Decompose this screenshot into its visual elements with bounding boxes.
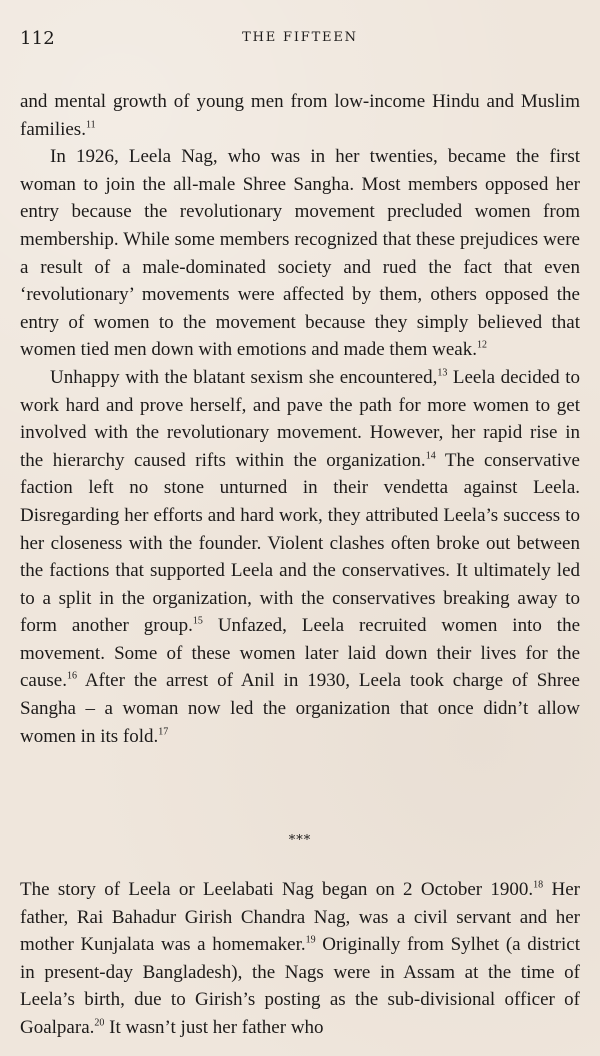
paragraph-3: [20, 364, 580, 750]
paragraph-3-part-4: Unfazed, Leela recruited women into the movement. Some of these women later laid down their lives for the cause.: [20, 615, 581, 692]
paragraph-1: [20, 88, 580, 143]
paragraph-3-part-5: After the arrest of Anil in 1930, Leela took charge of Shree Sangha – a woman now led the organization that once didn’t allow women in its fold.: [20, 670, 580, 747]
paragraph-4-part-3: Originally from Sylhet (a district in present-day Bangladesh), the Nags were in Assam at the time of Leela’s birth, due to Girish’s posting as the sub-divisional officer of Goalpara.: [20, 934, 580, 1038]
paragraph-4-part-2: Her father, Rai Bahadur Girish Chandra Nag, was a civil servant and her mother Kunjalata was a homemaker.: [20, 879, 580, 956]
footnote-16: 16: [66, 671, 77, 683]
paragraph-3-part-3: The conservative faction left no stone unturned in their vendetta against Leela. Disregarding her efforts and hard work, they attributed Leela’s success to her closeness with the founder. Violent clashes often broke out between the factions that supported Leela and the conservatives. It ultimately led to a split in the organization, with the conservatives breaking away to form another group.: [20, 449, 580, 637]
paragraph-4-part-4: It wasn’t just her father who: [104, 1016, 324, 1038]
paragraph-4-part-1: The story of Leela or Leelabati Nag began on 2 October 1900.: [20, 879, 534, 900]
footnote-18: 18: [533, 879, 544, 891]
page-number: 112: [20, 28, 55, 49]
footnote-20: 20: [94, 1017, 105, 1029]
footnote-11: 11: [85, 119, 96, 131]
section-separator: ***: [288, 833, 312, 848]
paragraph-3-part-2: Leela decided to work hard and prove herself, and pave the path for more women to get involved with the revolutionary movement. However, her rapid rise in the hierarchy caused rifts within the organization.: [20, 366, 581, 471]
paragraph-4: [20, 876, 580, 1042]
main-text-top: [20, 88, 580, 750]
main-text-bottom: [20, 876, 580, 1042]
footnote-13: 13: [437, 367, 448, 379]
paragraph-2: [20, 143, 580, 364]
footnote-12: 12: [476, 340, 487, 352]
footnote-17: 17: [158, 726, 169, 738]
page-header: [20, 28, 580, 52]
footnote-19: 19: [305, 934, 316, 946]
paragraph-1-text: and mental growth of young men from low-income Hindu and Muslim families.: [20, 91, 580, 140]
running-title: THE FIFTEEN: [242, 30, 358, 45]
footnote-14: 14: [425, 450, 436, 462]
paragraph-3-part-1: Unhappy with the blatant sexism she encountered,: [50, 366, 438, 388]
paragraph-2-text: In 1926, Leela Nag, who was in her twenties, became the first woman to join the all-male Shree Sangha. Most members opposed her entry because the revolutionary movement precluded women from membership. While some members recognized that these prejudices were a result of a male-dominated society and rued the fact that even ‘revolutionary’ movements were affected by them, others opposed the entry of women to the movement because they simply believed that women tied men down with emotions and made them weak.: [20, 146, 580, 361]
footnote-15: 15: [192, 615, 203, 627]
